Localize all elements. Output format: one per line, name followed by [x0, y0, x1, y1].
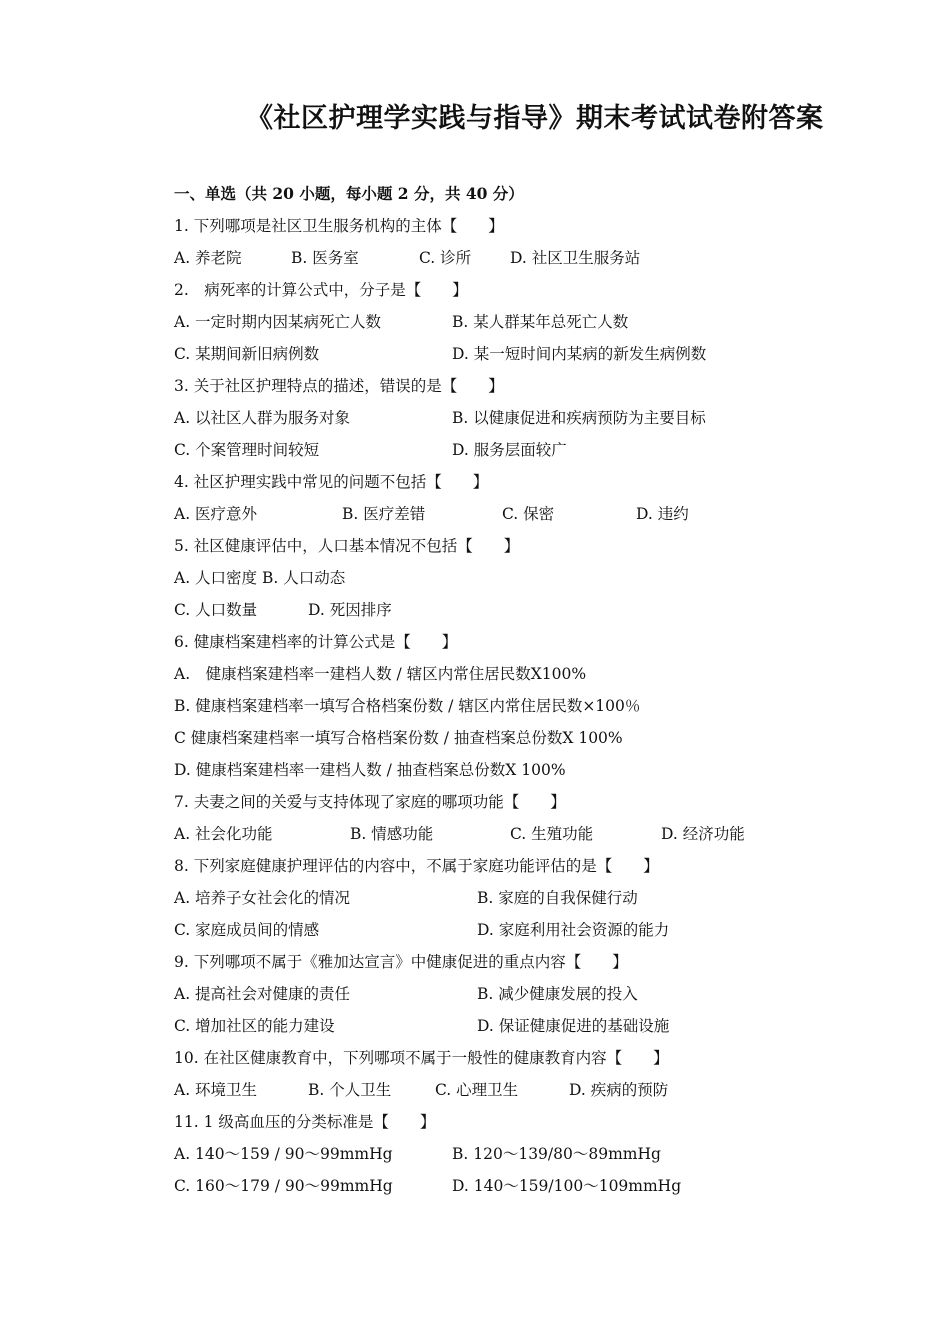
q11-option-d: D. 140～159/100～109mmHg	[452, 1177, 682, 1195]
q4-option-b: B. 医疗差错	[342, 505, 426, 523]
q4-option-a: A. 医疗意外	[174, 505, 258, 523]
q4-option-d: D. 违约	[636, 505, 689, 523]
question-4-options	[174, 498, 914, 530]
q3-option-d: D. 服务层面较广	[452, 441, 567, 459]
question-3-stem: 3. 关于社区护理特点的描述，错误的是【 】	[174, 377, 504, 395]
exam-content	[174, 178, 914, 1202]
q2-option-c: C. 某期间新旧病例数	[174, 345, 320, 363]
q8-option-d: D. 家庭利用社会资源的能力	[477, 921, 670, 939]
question-9-options-row2	[174, 1010, 914, 1042]
q11-option-a: A. 140～159 / 90～99mmHg	[174, 1145, 393, 1163]
q8-option-a: A. 培养子女社会化的情况	[174, 889, 351, 907]
q3-option-a: A. 以社区人群为服务对象	[174, 409, 351, 427]
question-8-options-row1	[174, 882, 914, 914]
q9-option-d: D. 保证健康促进的基础设施	[477, 1017, 670, 1035]
q8-option-b: B. 家庭的自我保健行动	[477, 889, 638, 907]
section-heading: 一、单选（共 20 小题，每小题 2 分，共 40 分）	[174, 184, 524, 203]
question-1-stem: 1. 下列哪项是社区卫生服务机构的主体【 】	[174, 217, 504, 235]
question-2-stem: 2. 病死率的计算公式中，分子是【 】	[174, 281, 468, 299]
question-2-options-row1	[174, 306, 914, 338]
q9-option-a: A. 提高社会对健康的责任	[174, 985, 351, 1003]
question-5-options-row1	[174, 562, 914, 594]
question-7-stem: 7. 夫妻之间的关爱与支持体现了家庭的哪项功能【 】	[174, 793, 566, 811]
question-8-stem: 8. 下列家庭健康护理评估的内容中，不属于家庭功能评估的是【 】	[174, 857, 659, 875]
q11-option-b: B. 120～139/80～89mmHg	[452, 1145, 661, 1163]
q6-option-a: A. 健康档案建档率一建档人数 / 辖区内常住居民数X100%	[174, 665, 587, 683]
question-11-stem: 11. 1 级高血压的分类标准是【 】	[174, 1113, 436, 1131]
q2-option-a: A. 一定时期内因某病死亡人数	[174, 313, 382, 331]
q3-option-b: B. 以健康促进和疾病预防为主要目标	[452, 409, 706, 427]
question-9-options-row1	[174, 978, 914, 1010]
question-10-options	[174, 1074, 914, 1106]
q4-option-c: C. 保密	[502, 505, 555, 523]
question-1-options	[174, 242, 914, 274]
q5-option-d: D. 死因排序	[308, 601, 392, 619]
question-11-options-row2	[174, 1170, 914, 1202]
q2-option-b: B. 某人群某年总死亡人数	[452, 313, 629, 331]
document-title: 《社区护理学实践与指导》期末考试试卷附答案	[246, 103, 824, 134]
question-5-options-row2	[174, 594, 914, 626]
q5-option-c: C. 人口数量	[174, 601, 258, 619]
q7-option-c: C. 生殖功能	[510, 825, 594, 843]
q1-option-b: B. 医务室	[291, 249, 359, 267]
q6-option-c: C 健康档案建档率一填写合格档案份数 / 抽查档案总份数X 100%	[174, 729, 623, 747]
q8-option-c: C. 家庭成员间的情感	[174, 921, 320, 939]
q5-option-ab: A. 人口密度 B. 人口动态	[174, 569, 346, 587]
q7-option-a: A. 社会化功能	[174, 825, 273, 843]
q3-option-c: C. 个案管理时间较短	[174, 441, 320, 459]
question-3-options-row2	[174, 434, 914, 466]
q9-option-c: C. 增加社区的能力建设	[174, 1017, 335, 1035]
q11-option-c: C. 160～179 / 90～99mmHg	[174, 1177, 393, 1195]
question-10-stem: 10. 在社区健康教育中，下列哪项不属于一般性的健康教育内容【 】	[174, 1049, 669, 1067]
question-3-options-row1	[174, 402, 914, 434]
q1-option-a: A. 养老院	[174, 249, 242, 267]
q2-option-d: D. 某一短时间内某病的新发生病例数	[452, 345, 707, 363]
question-5-stem: 5. 社区健康评估中，人口基本情况不包括【 】	[174, 537, 520, 555]
q10-option-a: A. 环境卫生	[174, 1081, 258, 1099]
q9-option-b: B. 减少健康发展的投入	[477, 985, 638, 1003]
q10-option-b: B. 个人卫生	[308, 1081, 392, 1099]
question-7-options	[174, 818, 914, 850]
question-8-options-row2	[174, 914, 914, 946]
q10-option-c: C. 心理卫生	[435, 1081, 519, 1099]
q7-option-d: D. 经济功能	[661, 825, 745, 843]
question-2-options-row2	[174, 338, 914, 370]
q1-option-d: D. 社区卫生服务站	[510, 249, 641, 267]
q1-option-c: C. 诊所	[419, 249, 472, 267]
q10-option-d: D. 疾病的预防	[569, 1081, 669, 1099]
question-11-options-row1	[174, 1138, 914, 1170]
q6-option-b: B. 健康档案建档率一填写合格档案份数 / 辖区内常住居民数×100％	[174, 697, 641, 715]
question-4-stem: 4. 社区护理实践中常见的问题不包括【 】	[174, 473, 489, 491]
question-6-stem: 6. 健康档案建档率的计算公式是【 】	[174, 633, 458, 651]
question-9-stem: 9. 下列哪项不属于《雅加达宣言》中健康促进的重点内容【 】	[174, 953, 628, 971]
q7-option-b: B. 情感功能	[350, 825, 434, 843]
q6-option-d: D. 健康档案建档率一建档人数 / 抽查档案总份数X 100%	[174, 761, 566, 779]
